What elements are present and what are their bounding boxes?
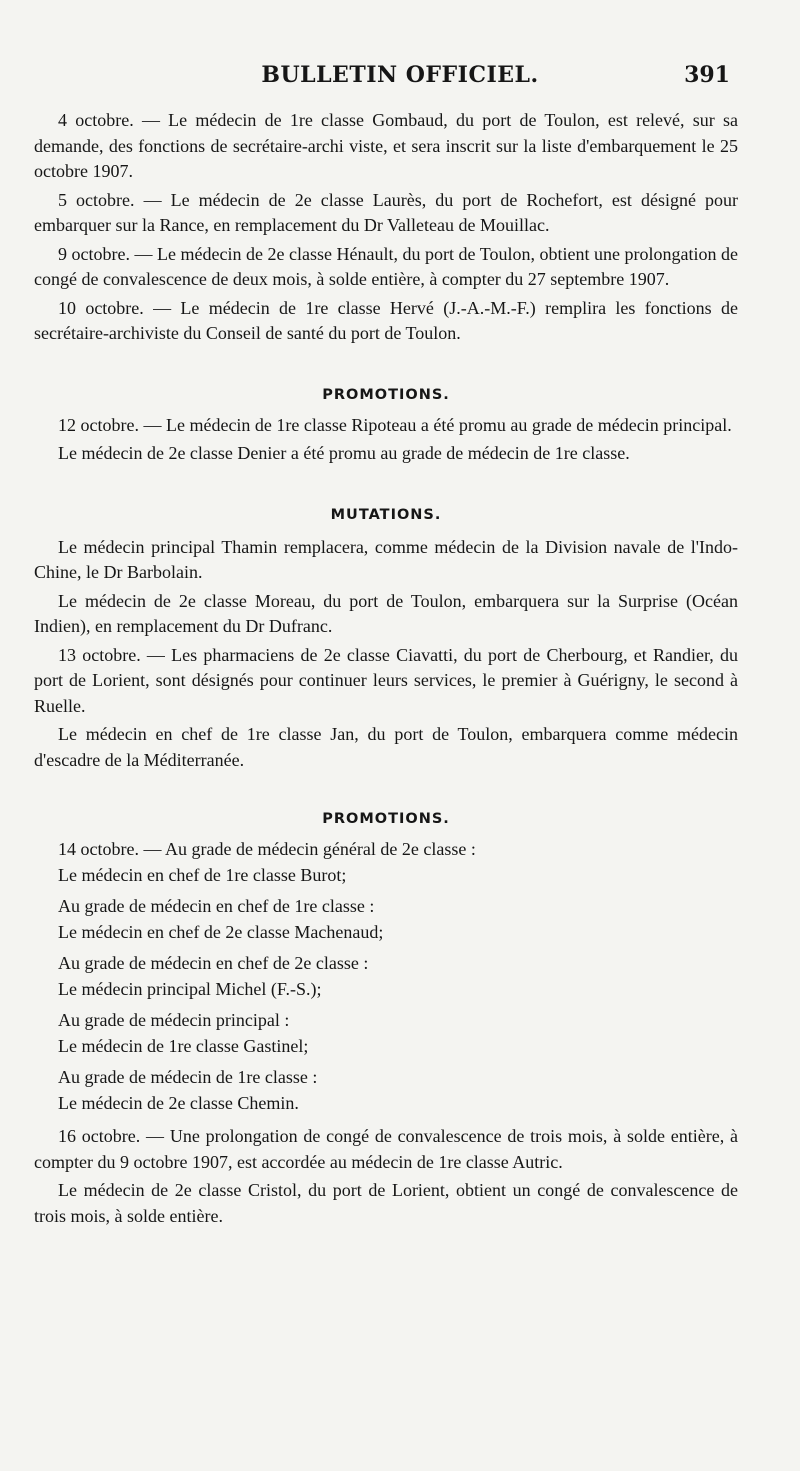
- paragraph: 16 octobre. — Une prolongation de congé de convalescence de trois mois, à solde entière, à compter du 9 octobre 1907, est accordée au médecin de 1re classe Autric.: [34, 1126, 738, 1172]
- page-number: 391: [684, 62, 730, 88]
- paragraph: Le médecin en chef de 1re classe Jan, du port de Toulon, embarquera comme médecin d'escadre de la Méditerranée.: [34, 724, 738, 770]
- paragraph: Le médecin de 2e classe Denier a été promu au grade de médecin de 1re classe.: [58, 443, 630, 463]
- list-line: 14 octobre. — Au grade de médecin général de 2e classe :: [58, 839, 476, 859]
- section-heading-promotions: PROMOTIONS.: [322, 386, 450, 403]
- page-body: [34, 108, 738, 1232]
- list-line: Au grade de médecin en chef de 1re classe :: [58, 896, 375, 916]
- paragraph: 5 octobre. — Le médecin de 2e classe Laurès, du port de Rochefort, est désigné pour embarquer sur la Rance, en remplacement du Dr Valleteau de Mouillac.: [34, 189, 738, 235]
- page-header: [0, 62, 800, 94]
- paragraph: 10 octobre. — Le médecin de 1re classe Hervé (J.-A.-M.-F.) remplira les fonctions de secrétaire-archiviste du Conseil de santé du port de Toulon.: [34, 297, 738, 343]
- list-line: Le médecin en chef de 1re classe Burot;: [58, 864, 347, 885]
- running-title: BULLETIN OFFICIEL.: [261, 62, 539, 88]
- list-line: Le médecin principal Michel (F.-S.);: [58, 978, 322, 999]
- list-line: Au grade de médecin de 1re classe :: [58, 1067, 318, 1087]
- paragraph: 12 octobre. — Le médecin de 1re classe Ripoteau a été promu au grade de médecin principal.: [58, 414, 732, 435]
- list-line: Le médecin en chef de 2e classe Machenaud;: [58, 921, 384, 942]
- list-line: Le médecin de 1re classe Gastinel;: [58, 1035, 309, 1056]
- section-heading-promotions: PROMOTIONS.: [322, 811, 450, 827]
- list-line: Au grade de médecin principal :: [58, 1010, 290, 1030]
- list-line: Au grade de médecin en chef de 2e classe :: [58, 953, 369, 973]
- paragraph: Le médecin de 2e classe Moreau, du port de Toulon, embarquera sur la Surprise (Océan Indien), en remplacement du Dr Dufranc.: [34, 590, 738, 636]
- paragraph: Le médecin principal Thamin remplacera, comme médecin de la Division navale de l'Indo-Chine, le Dr Barbolain.: [34, 536, 738, 582]
- promotion-list: [34, 837, 738, 1116]
- paragraph: 9 octobre. — Le médecin de 2e classe Hénault, du port de Toulon, obtient une prolongation de congé de convalescence de deux mois, à solde entière, à compter du 27 septembre 1907.: [34, 243, 738, 289]
- paragraph: 4 octobre. — Le médecin de 1re classe Gombaud, du port de Toulon, est relevé, sur sa demande, des fonctions de secrétaire-archi viste, et sera inscrit sur la liste d'embarquement le 25 octobre 1907.: [34, 110, 738, 181]
- paragraph: 13 octobre. — Les pharmaciens de 2e classe Ciavatti, du port de Cherbourg, et Randier, du port de Lorient, sont désignés pour continuer leurs services, le premier à Guérigny, le second à Ruelle.: [34, 644, 738, 716]
- paragraph: Le médecin de 2e classe Cristol, du port de Lorient, obtient un congé de convalescence de trois mois, à solde entière.: [34, 1180, 738, 1226]
- list-line: Le médecin de 2e classe Chemin.: [58, 1092, 299, 1113]
- section-heading-mutations: MUTATIONS.: [330, 506, 442, 523]
